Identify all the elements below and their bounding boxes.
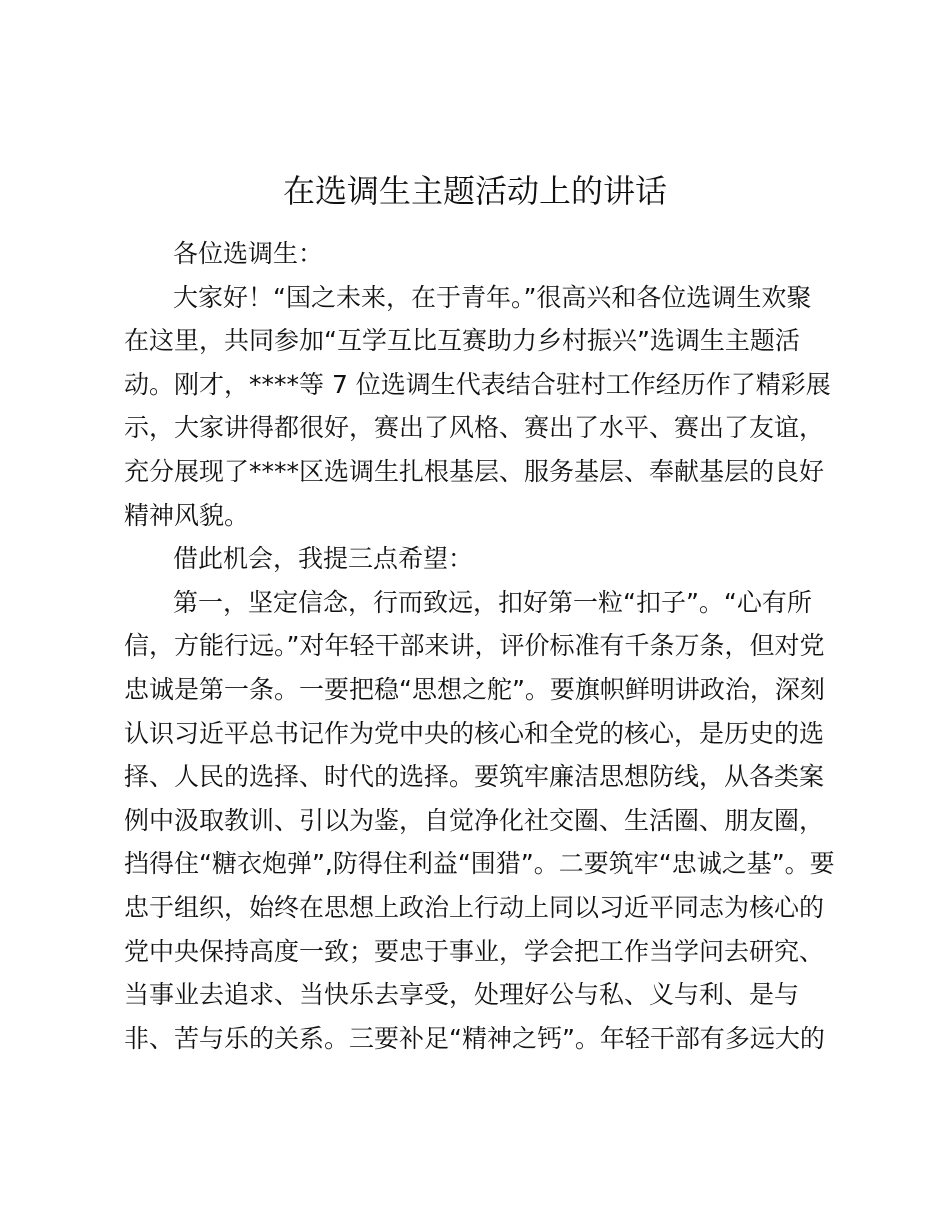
text-line: 党中央保持高度一致；要忠于事业，学会把工作当学问去研究、: [124, 936, 825, 966]
text-line: 动。刚才，****等 7 位选调生代表结合驻村工作经历作了精彩展: [124, 369, 831, 399]
text-line: 示，大家讲得都很好，赛出了风格、赛出了水平、赛出了友谊，: [124, 413, 825, 443]
text-line: 第一，坚定信念，行而致远，扣好第一粒“扣子”。“心有所: [173, 587, 812, 617]
text-line: 例中汲取教训、引以为鉴，自觉净化社交圈、生活圈、朋友圈，: [124, 805, 825, 835]
document-title: 在选调生主题活动上的讲话: [282, 172, 667, 210]
document-body: [124, 232, 836, 1060]
text-line: 认识习近平总书记作为党中央的核心和全党的核心，是历史的选: [124, 718, 825, 748]
text-line: 非、苦与乐的关系。三要补足“精神之钙”。年轻干部有多远大的: [124, 1023, 825, 1053]
text-line: 忠诚是第一条。一要把稳“思想之舵”。要旗帜鲜明讲政治，深刻: [124, 674, 825, 704]
text-line: 借此机会，我提三点希望：: [173, 544, 474, 574]
text-line: 各位选调生：: [173, 239, 324, 268]
text-line: 忠于组织，始终在思想上政治上行动上同以习近平同志为核心的: [124, 892, 825, 922]
text-line: 大家好！“国之未来，在于青年。”很高兴和各位选调生欢聚: [173, 282, 812, 312]
text-line: 在这里，共同参加“互学互比互赛助力乡村振兴”选调生主题活: [124, 326, 800, 356]
text-line: 信，方能行远。”对年轻干部来讲，评价标准有千条万条，但对党: [124, 631, 825, 661]
text-line: 充分展现了****区选调生扎根基层、服务基层、奉献基层的良好: [124, 456, 825, 486]
text-line: 挡得住“糖衣炮弹”,防得住利益“围猎”。二要筑牢“忠诚之基”。要: [124, 849, 835, 879]
text-line: 择、人民的选择、时代的选择。要筑牢廉洁思想防线，从各类案: [124, 762, 825, 792]
text-line: 精神风貌。: [124, 500, 250, 530]
text-line: 当事业去追求、当快乐去享受，处理好公与私、义与利、是与: [124, 980, 800, 1010]
